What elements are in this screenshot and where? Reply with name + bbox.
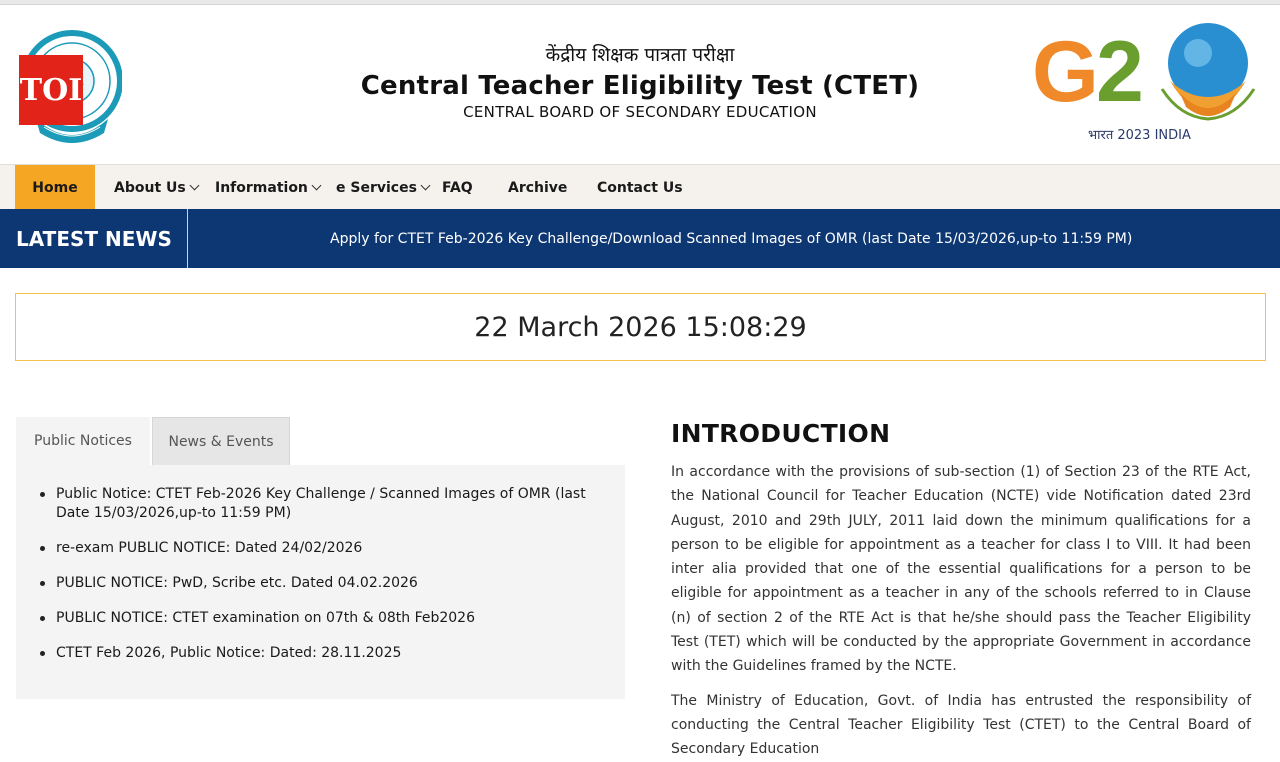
notice-link[interactable]: PUBLIC NOTICE: PwD, Scribe etc. Dated 04.02.2026	[56, 574, 611, 593]
main-navbar	[0, 164, 1280, 209]
toi-watermark-text: TOI	[19, 72, 83, 108]
g20-logo	[1030, 19, 1266, 155]
latest-news-label: LATEST NEWS	[0, 209, 188, 268]
nav-home[interactable]	[15, 165, 95, 210]
introduction-paragraph: In accordance with the provisions of sub-section (1) of Section 23 of the RTE Act, the National Council for Teacher Education (NCTE) vide Notification dated 23rd August, 2010 and 29th JULY, 2011 laid down the minimum qualifications for a person to be eligible for appointment as a teacher for class I to VIII. It had been inter alia provided that one of the essential qualifications for a person to be eligible for appointment as a teacher in any of the schools referred to in Clause (n) of section 2 of the RTE Act is that he/she should pass the Teacher Eligibility Test (TET) which will be conducted by the appropriate Government in accordance with the Guidelines framed by the NCTE.	[671, 464, 1251, 675]
site-title-block	[340, 41, 940, 121]
public-notices-panel	[16, 465, 625, 699]
date-time-clock	[15, 293, 1266, 361]
nav-about-us-label: About Us	[114, 179, 186, 196]
clock-datetime: 22 March 2026 15:08:29	[474, 311, 807, 343]
toi-watermark-logo	[19, 55, 83, 125]
svg-text:2: 2	[1096, 24, 1144, 120]
nav-faq[interactable]	[442, 165, 473, 210]
nav-contact-us[interactable]	[597, 165, 683, 210]
nav-archive[interactable]	[508, 165, 567, 210]
nav-information-label: Information	[215, 179, 308, 196]
nav-home-label: Home	[32, 179, 78, 196]
board-subtitle: CENTRAL BOARD OF SECONDARY EDUCATION	[463, 103, 817, 121]
chevron-down-icon	[420, 181, 430, 191]
introduction-paragraph: The Ministry of Education, Govt. of India has entrusted the responsibility of conducting the Central Teacher Eligibility Test (CTET) to the Central Board of Secondary Education	[671, 692, 1251, 758]
nav-information[interactable]	[215, 165, 320, 210]
latest-news-bar	[0, 209, 1280, 268]
introduction-section	[671, 419, 1251, 762]
tab-public-notices[interactable]	[16, 417, 150, 465]
tab-news-events-label: News & Events	[168, 433, 274, 450]
site-header	[0, 5, 1280, 164]
nav-e-services-label: e Services	[336, 179, 417, 196]
notice-link[interactable]: Public Notice: CTET Feb-2026 Key Challenge / Scanned Images of OMR (last Date 15/03/2026,up-to 11:59 PM)	[56, 485, 611, 523]
svg-text:G: G	[1032, 24, 1099, 120]
nav-about-us[interactable]	[114, 165, 198, 210]
hindi-title: केंद्रीय शिक्षक पात्रता परीक्षा	[545, 44, 735, 66]
latest-news-ticker-link[interactable]: Apply for CTET Feb-2026 Key Challenge/Download Scanned Images of OMR (last Date 15/03/2026,up-to 11:59 PM)	[330, 230, 1133, 247]
notice-link[interactable]: PUBLIC NOTICE: CTET examination on 07th & 08th Feb2026	[56, 609, 611, 628]
chevron-down-icon	[311, 181, 321, 191]
tab-news-events[interactable]	[152, 417, 290, 465]
notice-link[interactable]: CTET Feb 2026, Public Notice: Dated: 28.11.2025	[56, 644, 611, 663]
tab-public-notices-label: Public Notices	[34, 433, 132, 449]
chevron-down-icon	[189, 181, 199, 191]
nav-e-services[interactable]	[336, 165, 429, 210]
nav-faq-label: FAQ	[442, 179, 473, 196]
g20-tagline: भारत 2023 INDIA	[1088, 128, 1191, 143]
introduction-heading: INTRODUCTION	[671, 419, 891, 448]
page-title: Central Teacher Eligibility Test (CTET)	[360, 71, 920, 101]
notice-link[interactable]: re-exam PUBLIC NOTICE: Dated 24/02/2026	[56, 539, 611, 558]
notice-list	[56, 485, 611, 679]
nav-archive-label: Archive	[508, 179, 568, 196]
nav-contact-us-label: Contact Us	[597, 179, 683, 196]
